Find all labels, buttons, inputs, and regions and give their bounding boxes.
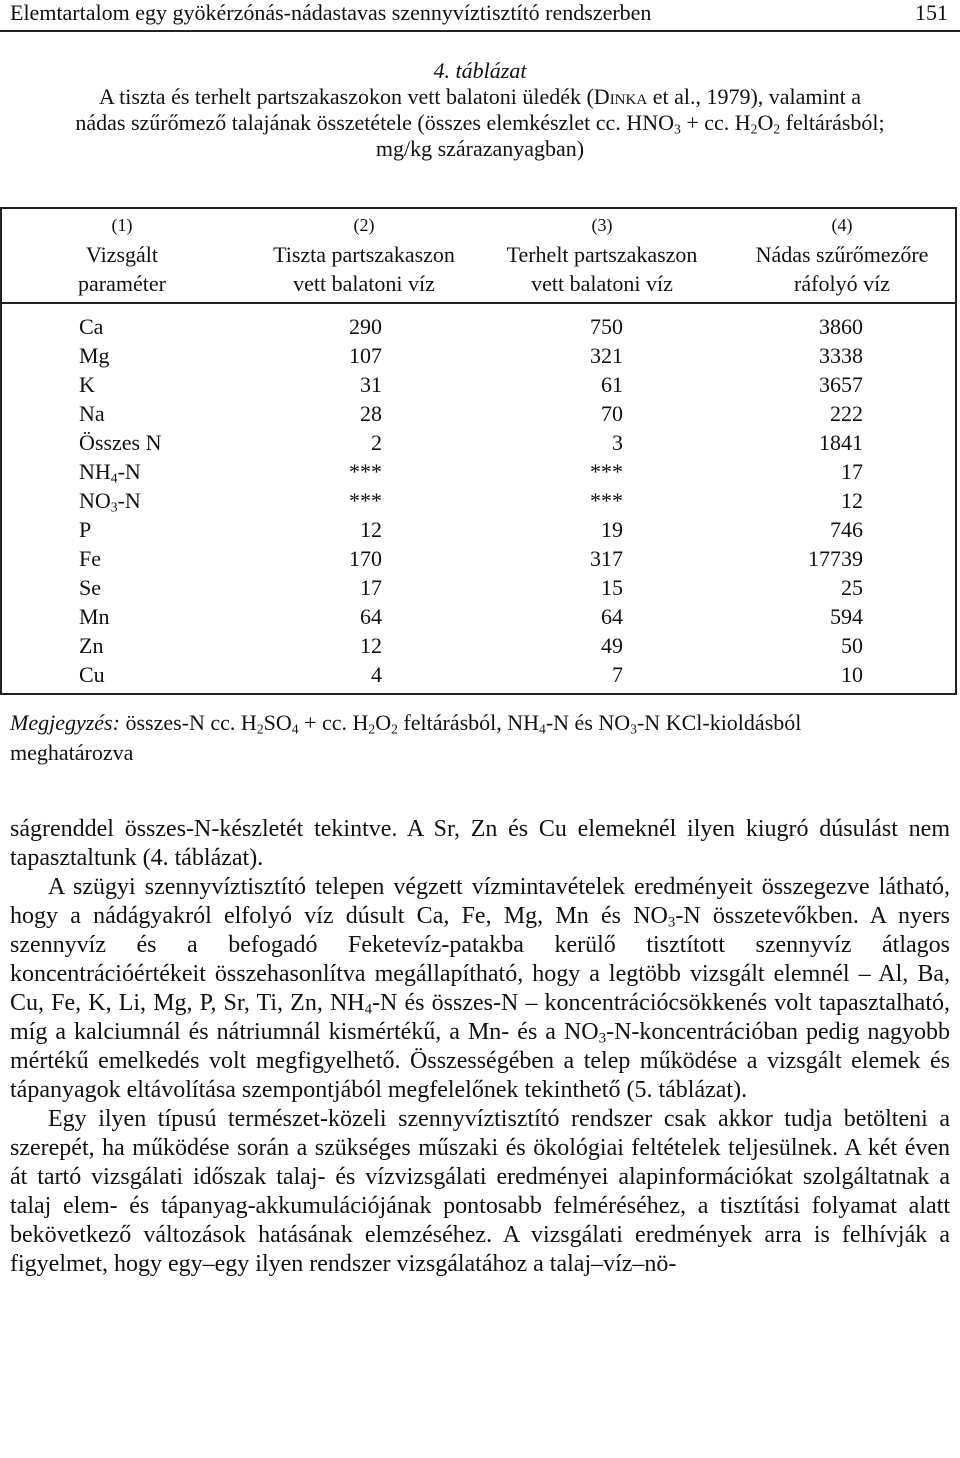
data-table [0, 207, 957, 695]
clean-value: 107 [349, 343, 382, 368]
table-row [2, 370, 955, 399]
loaded-value: 3 [612, 430, 623, 455]
column-header-clean-shore: (2) Tiszta partszakaszon vett balatoni víz [273, 215, 455, 296]
clean-value: 12 [360, 517, 382, 542]
loaded-value: 15 [601, 575, 623, 600]
header-rule [2, 302, 955, 304]
loaded-value: 7 [612, 662, 623, 687]
body-text [10, 815, 950, 1279]
loaded-value: 19 [601, 517, 623, 542]
param-cell: Mg [79, 343, 110, 368]
table-row [2, 602, 955, 631]
clean-value: 31 [360, 372, 382, 397]
param-cell: $NH_4-N$ [79, 459, 141, 486]
reed-value: 10 [841, 662, 863, 687]
table-row [2, 660, 955, 689]
reed-value: 25 [841, 575, 863, 600]
note-line-1: Megjegyzés: összes-N cc. $H_2SO_4$ + cc. $H_2O_2$ feltárásból, $NH_4-N$ és $NO_3-N$ KCl-kioldásból [10, 710, 802, 737]
table-row [2, 341, 955, 370]
clean-value: 170 [349, 546, 382, 571]
clean-value: 17 [360, 575, 382, 600]
page-number: 151 [915, 0, 948, 25]
param-cell: Ca [79, 314, 104, 339]
loaded-value: 64 [601, 604, 623, 629]
clean-value: 2 [371, 430, 382, 455]
running-title: Elemtartalom egy gyökérzónás-nádastavas szennyvíztisztító rendszerben [10, 0, 652, 25]
loaded-value: 70 [601, 401, 623, 426]
note-label: Megjegyzés: [10, 710, 120, 735]
reed-value: 50 [841, 633, 863, 658]
loaded-value: *** [590, 488, 623, 513]
reed-value: 594 [830, 604, 863, 629]
loaded-value: 317 [590, 546, 623, 571]
table-row [2, 312, 955, 341]
loaded-value: 321 [590, 343, 623, 368]
caption-line-3: mg/kg szárazanyagban) [375, 136, 585, 161]
clean-value: *** [349, 459, 382, 484]
table-row [2, 515, 955, 544]
reed-value: 17739 [808, 546, 863, 571]
table-row [2, 631, 955, 660]
reed-value: 746 [830, 517, 863, 542]
reed-value: 222 [830, 401, 863, 426]
param-cell: Összes N [79, 430, 162, 455]
column-header-parameter: (1) Vizsgált paraméter [78, 215, 166, 296]
caption-line-2: nádas szűrőmező talajának összetétele (összes elemkészlet cc. $HNO_3$ + cc. $H_2O_2$ feltárásból; [75, 110, 885, 137]
caption-line-1: A tiszta és terhelt partszakaszokon vett balatoni üledék (Dinka et al., 1979), valamint a [98, 84, 862, 109]
paragraph: ságrenddel összes-N-készletét tekintve. A Sr, Zn és Cu elemeknél ilyen kiugró dúsulást nem tapasztaltunk (4. táblázat). [10, 816, 950, 871]
author-name: inka [609, 84, 648, 109]
running-header [0, 0, 960, 32]
note-line-2: meghatározva [10, 740, 134, 765]
param-cell: Fe [79, 546, 101, 571]
reed-value: 17 [841, 459, 863, 484]
param-cell: K [79, 372, 95, 397]
reed-value: 1841 [819, 430, 863, 455]
param-cell: Mn [79, 604, 110, 629]
reed-value: 3338 [819, 343, 863, 368]
table-label: 4. táblázat [433, 58, 527, 83]
clean-value: 28 [360, 401, 382, 426]
table-row [2, 457, 955, 486]
paragraph: A szügyi szennyvíztisztító telepen végzett vízmintavételek eredményeit összegezve látható, hogy a nádágyakról elfolyó víz dúsult Ca, Fe, Mg, Mn és $NO_3-N$ összetevőkben. A nyers szennyvíz és a befogadó Feketevíz-patakba kerülő tisztított szennyvíz átlagos koncentrációértékeit összehasonlítva megállapítható, hogy a legtöbb vizsgált elemnél – Al, Ba, Cu, Fe, K, Li, Mg, P, Sr, Ti, Zn, $NH_4-N$ és összes-N – koncentrációcsökkenés volt tapasztalható, míg a kalciumnál és nátriumnál kismértékű, a Mn- és a $NO_3-N$-koncentrációban pedig nagyobb mértékű emelkedés volt megfigyelhető. Összességében a telep működése a vizsgált elemek és tápanyagok eltávolítása szempontjából megfelelőnek tekinthető (5. táblázat). [10, 874, 950, 1103]
column-header-loaded-shore: (3) Terhelt partszakaszon vett balatoni víz [506, 215, 698, 296]
table-row [2, 573, 955, 602]
clean-value: *** [349, 488, 382, 513]
clean-value: 12 [360, 633, 382, 658]
clean-value: 4 [371, 662, 382, 687]
param-cell: Se [79, 575, 101, 600]
loaded-value: *** [590, 459, 623, 484]
param-cell: P [79, 517, 92, 542]
table-caption [0, 58, 960, 162]
column-header-reed-filter: (4) Nádas szűrőmezőre ráfolyó víz [755, 215, 929, 296]
reed-value: 12 [841, 488, 863, 513]
param-cell: $NO_3-N$ [79, 488, 141, 515]
table-row [2, 428, 955, 457]
reed-value: 3657 [819, 372, 863, 397]
clean-value: 64 [360, 604, 382, 629]
loaded-value: 49 [601, 633, 623, 658]
param-cell: Zn [79, 633, 104, 658]
clean-value: 290 [349, 314, 382, 339]
table-row [2, 544, 955, 573]
table-note [10, 708, 950, 768]
reed-value: 3860 [819, 314, 863, 339]
param-cell: Na [79, 401, 105, 426]
loaded-value: 61 [601, 372, 623, 397]
table-row [2, 399, 955, 428]
paragraph: Egy ilyen típusú természet-közeli szennyvíztisztító rendszer csak akkor tudja betölteni a szerepét, ha működése során a szükséges műszaki és ökológiai feltételek teljesülnek. A két éven át tartó vizsgálati időszak talaj- és vízvizsgálati eredményei alapinformációkat szolgáltatnak a talaj elem- és tápanyag-akkumulációjának pontosabb felméréséhez, a tisztítási folyamat alatt bekövetkező változások hatásának elemzéséhez. A vizsgálati eredmények arra is felhívják a figyelmet, hogy egy–egy ilyen rendszer vizsgálatához a talaj–víz–nö- [10, 1106, 950, 1277]
table-row [2, 486, 955, 515]
param-cell: Cu [79, 662, 105, 687]
loaded-value: 750 [590, 314, 623, 339]
